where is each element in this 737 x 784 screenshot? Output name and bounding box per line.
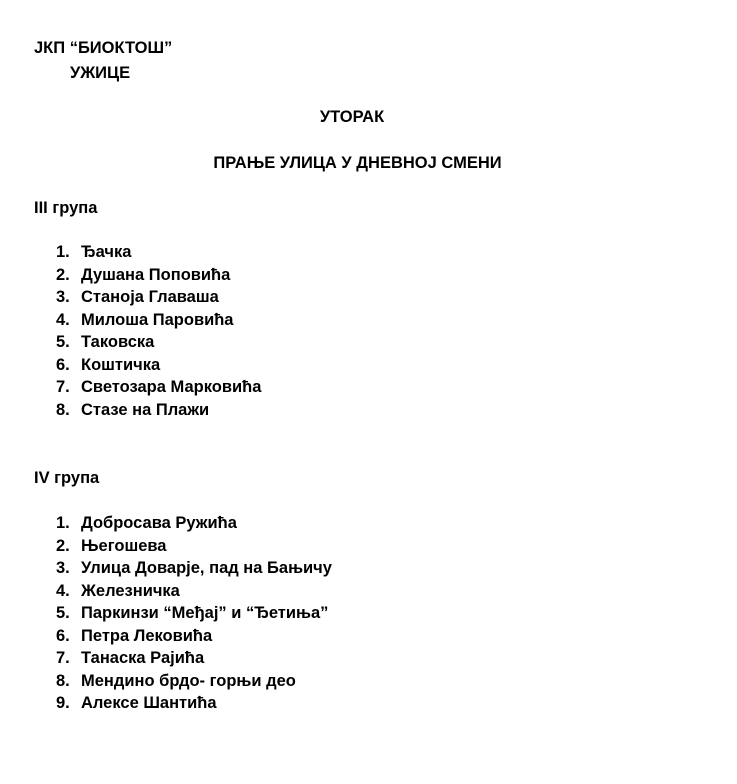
street-name: Ђачка: [81, 243, 132, 261]
item-number: 3.: [56, 288, 70, 306]
street-name: Његошева: [81, 536, 167, 555]
street-name: Железничка: [81, 581, 180, 600]
item-number: 4.: [56, 310, 70, 329]
list-item: [56, 692, 332, 715]
list-item: [56, 580, 332, 603]
street-name: Светозара Марковића: [81, 378, 262, 396]
item-number: 6.: [56, 626, 70, 645]
document-title: ПРАЊЕ УЛИЦА У ДНЕВНОЈ СМЕНИ: [213, 154, 502, 172]
item-number: 9.: [56, 694, 70, 712]
list-item: [56, 241, 261, 264]
street-name: Душана Поповића: [81, 265, 231, 284]
item-number: 5.: [56, 604, 70, 622]
list-item: [56, 331, 261, 354]
item-number: 8.: [56, 671, 70, 690]
item-number: 4.: [56, 581, 70, 600]
item-number: 8.: [56, 400, 70, 419]
list-item: [56, 625, 332, 648]
group-3-title: III група: [34, 199, 98, 217]
street-name: Коштичка: [81, 355, 161, 374]
street-name: Станоја Главаша: [81, 288, 219, 306]
street-name: Таковска: [81, 333, 155, 351]
list-item: [56, 670, 332, 693]
group-4-street-list: [56, 512, 332, 715]
street-name: Добросава Ружића: [81, 514, 237, 532]
list-item: [56, 399, 261, 422]
street-name: Улица Доварје, пад на Бањичу: [81, 559, 332, 577]
street-name: Милоша Паровића: [81, 310, 234, 329]
list-item: [56, 286, 261, 309]
item-number: 3.: [56, 559, 70, 577]
street-name: Стазе на Плажи: [81, 400, 210, 419]
item-number: 7.: [56, 378, 70, 396]
list-item: [56, 647, 332, 670]
item-number: 1.: [56, 243, 70, 261]
group-3-street-list: [56, 241, 261, 421]
street-name: Паркинзи “Међај” и “Ђетиња”: [81, 604, 329, 622]
group-4-title: IV група: [34, 469, 100, 487]
list-item: [56, 512, 332, 535]
item-number: 6.: [56, 355, 70, 374]
city-name: УЖИЦЕ: [70, 64, 131, 82]
list-item: [56, 376, 261, 399]
list-item: [56, 309, 261, 332]
item-number: 1.: [56, 514, 70, 532]
list-item: [56, 264, 261, 287]
item-number: 7.: [56, 649, 70, 667]
street-name: Петра Лековића: [81, 626, 213, 645]
item-number: 2.: [56, 536, 70, 555]
list-item: [56, 602, 332, 625]
day-heading: УТОРАК: [319, 108, 385, 126]
list-item: [56, 535, 332, 558]
item-number: 2.: [56, 265, 70, 284]
street-name: Алексе Шантића: [81, 694, 217, 712]
list-item: [56, 354, 261, 377]
street-name: Танаска Рајића: [81, 649, 205, 667]
organization-name: ЈКП “БИОКТОШ”: [34, 39, 173, 57]
item-number: 5.: [56, 333, 70, 351]
list-item: [56, 557, 332, 580]
street-name: Мендино брдо- горњи део: [81, 671, 296, 690]
